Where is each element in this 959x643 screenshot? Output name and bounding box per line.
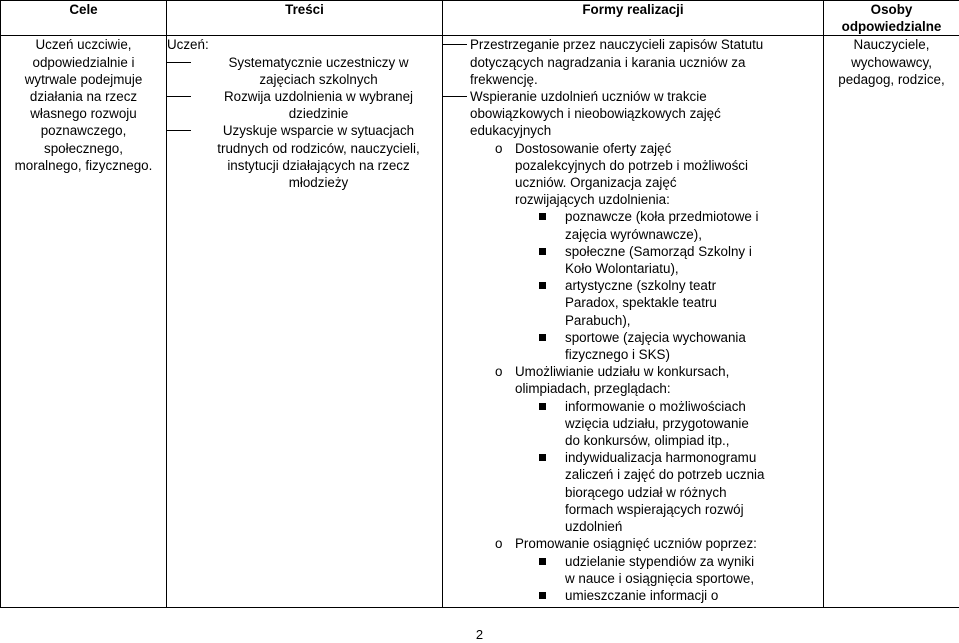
square-bullet-icon [539,334,546,341]
formy-line: olimpiadach, przeglądach: [515,381,671,397]
formy-subsubitem [443,277,823,329]
formy-line: udzielanie stypendiów za wyniki [565,553,755,569]
square-bullet-icon [539,282,546,289]
formy-line: poznawcze (koła przedmiotowe i [565,209,759,225]
formy-line: Umożliwianie udziału w konkursach, [515,364,730,380]
formy-line: Dostosowanie oferty zajęć [515,140,672,156]
tresci-item [167,54,442,88]
formy-line: uczniów. Organizacja zajęć [515,175,677,191]
tresci-line: instytucji działających na rzecz [227,157,410,173]
header-osoby-label-line2: odpowiedzialne [841,19,942,35]
formy-item [443,36,823,88]
tresci-line: zajęciach szkolnych [259,71,378,87]
formy-line: umieszczanie informacji o [565,587,719,603]
osoby-line: wychowawcy, [851,54,932,70]
formy-line: Koło Wolontariatu), [565,261,679,277]
formy-subsubitem [443,329,823,363]
formy-line: rozwijających uzdolnienia: [515,192,670,208]
header-tresci [167,1,443,36]
formy-line: uzdolnień [565,519,623,535]
formy-subsubitem [443,398,823,450]
tresci-line: dziedzinie [288,106,349,122]
formy-subitem [443,363,823,397]
formy-line: Parabuch), [565,312,631,328]
tresci-line: Uzyskuje wsparcie w sytuacjach [222,123,415,139]
cele-line: Uczeń uczciwie, [35,37,132,53]
formy-line: sportowe (zajęcia wychowania [565,329,746,345]
dash-bullet-icon [167,62,191,63]
formy-line: w nauce i osiągnięcia sportowe, [565,570,755,586]
formy-item [443,88,823,140]
formy-line: biorącego udział w różnych [565,484,727,500]
tresci-line: trudnych od rodziców, nauczycieli, [217,140,420,156]
square-bullet-icon [539,248,546,255]
square-bullet-icon [539,558,546,565]
formy-line: frekwencję. [470,71,538,87]
formy-subitem [443,140,823,209]
formy-subitem [443,535,823,552]
tresci-cell [167,36,443,608]
tresci-line: Rozwija uzdolnienia w wybranej [223,89,414,105]
formy-cell [443,36,824,608]
formy-subsubitem [443,208,823,242]
formy-subsubitem [443,449,823,535]
formy-line: indywidualizacja harmonogramu [565,450,757,466]
tresci-line: młodzieży [288,175,349,191]
formy-line: Promowanie osiągnięć uczniów poprzez: [515,536,757,552]
formy-line: społeczne (Samorząd Szkolny i [565,243,752,259]
cele-line: działania na rzecz [29,89,138,105]
formy-subsubitem [443,587,823,604]
osoby-line: pedagog, rodzice, [838,71,945,87]
dash-bullet-icon [167,96,191,97]
formy-line: Przestrzeganie przez nauczycieli zapisów Statutu [470,37,764,53]
formy-line: dotyczących nagradzania i karania uczniów za [470,54,746,70]
formy-line: artystyczne (szkolny teatr [565,278,717,294]
dash-bullet-icon [443,44,467,45]
circle-bullet-icon: o [495,364,503,380]
square-bullet-icon [539,213,546,220]
tresci-line: Systematycznie uczestniczy w [228,54,409,70]
formy-line: obowiązkowych i nieobowiązkowych zajęć [470,106,721,122]
tresci-item [167,88,442,122]
cele-line: moralnego, fizycznego. [14,157,153,173]
osoby-line: Nauczyciele, [853,37,930,53]
header-cele-label: Cele [69,2,98,17]
square-bullet-icon [539,592,546,599]
formy-line: zajęcia wyrównawcze), [565,226,702,242]
formy-line: informowanie o możliwościach [565,398,746,414]
formy-line: formach wspierających rozwój [565,501,744,517]
formy-line: Wspieranie uzdolnień uczniów w trakcie [470,89,707,105]
body-row [1,36,959,608]
header-row [1,1,959,36]
square-bullet-icon [539,454,546,461]
square-bullet-icon [539,403,546,410]
formy-line: Paradox, spektakle teatru [565,295,717,311]
formy-line: wzięcia udziału, przygotowanie [565,415,749,431]
header-tresci-label: Treści [285,2,324,17]
cele-line: odpowiedzialnie i [32,54,135,70]
cele-line: własnego rozwoju [30,106,137,122]
header-osoby-label-line1: Osoby [870,2,913,17]
circle-bullet-icon: o [495,140,503,156]
header-osoby [824,1,959,36]
page-number: 2 [475,627,484,642]
formy-line: pozalekcyjnych do potrzeb i możliwości [515,157,748,173]
header-formy [443,1,824,36]
header-cele [1,1,167,36]
dash-bullet-icon [167,130,191,131]
formy-subsubitem [443,243,823,277]
dash-bullet-icon [443,96,467,97]
tresci-intro: Uczeń: [167,37,209,53]
header-formy-label: Formy realizacji [582,2,684,17]
tresci-item [167,122,442,191]
cele-line: poznawczego, [40,123,127,139]
osoby-cell [824,36,959,608]
formy-line: zaliczeń i zajęć do potrzeb ucznia [565,467,765,483]
cele-cell [1,36,167,608]
formy-line: fizycznego i SKS) [565,347,670,363]
formy-subsubitem [443,553,823,587]
cele-line: wytrwale podejmuje [24,71,143,87]
circle-bullet-icon: o [495,536,503,552]
cele-line: społecznego, [44,140,123,156]
formy-line: edukacyjnych [470,123,552,139]
formy-line: do konkursów, olimpiad itp., [565,433,730,449]
